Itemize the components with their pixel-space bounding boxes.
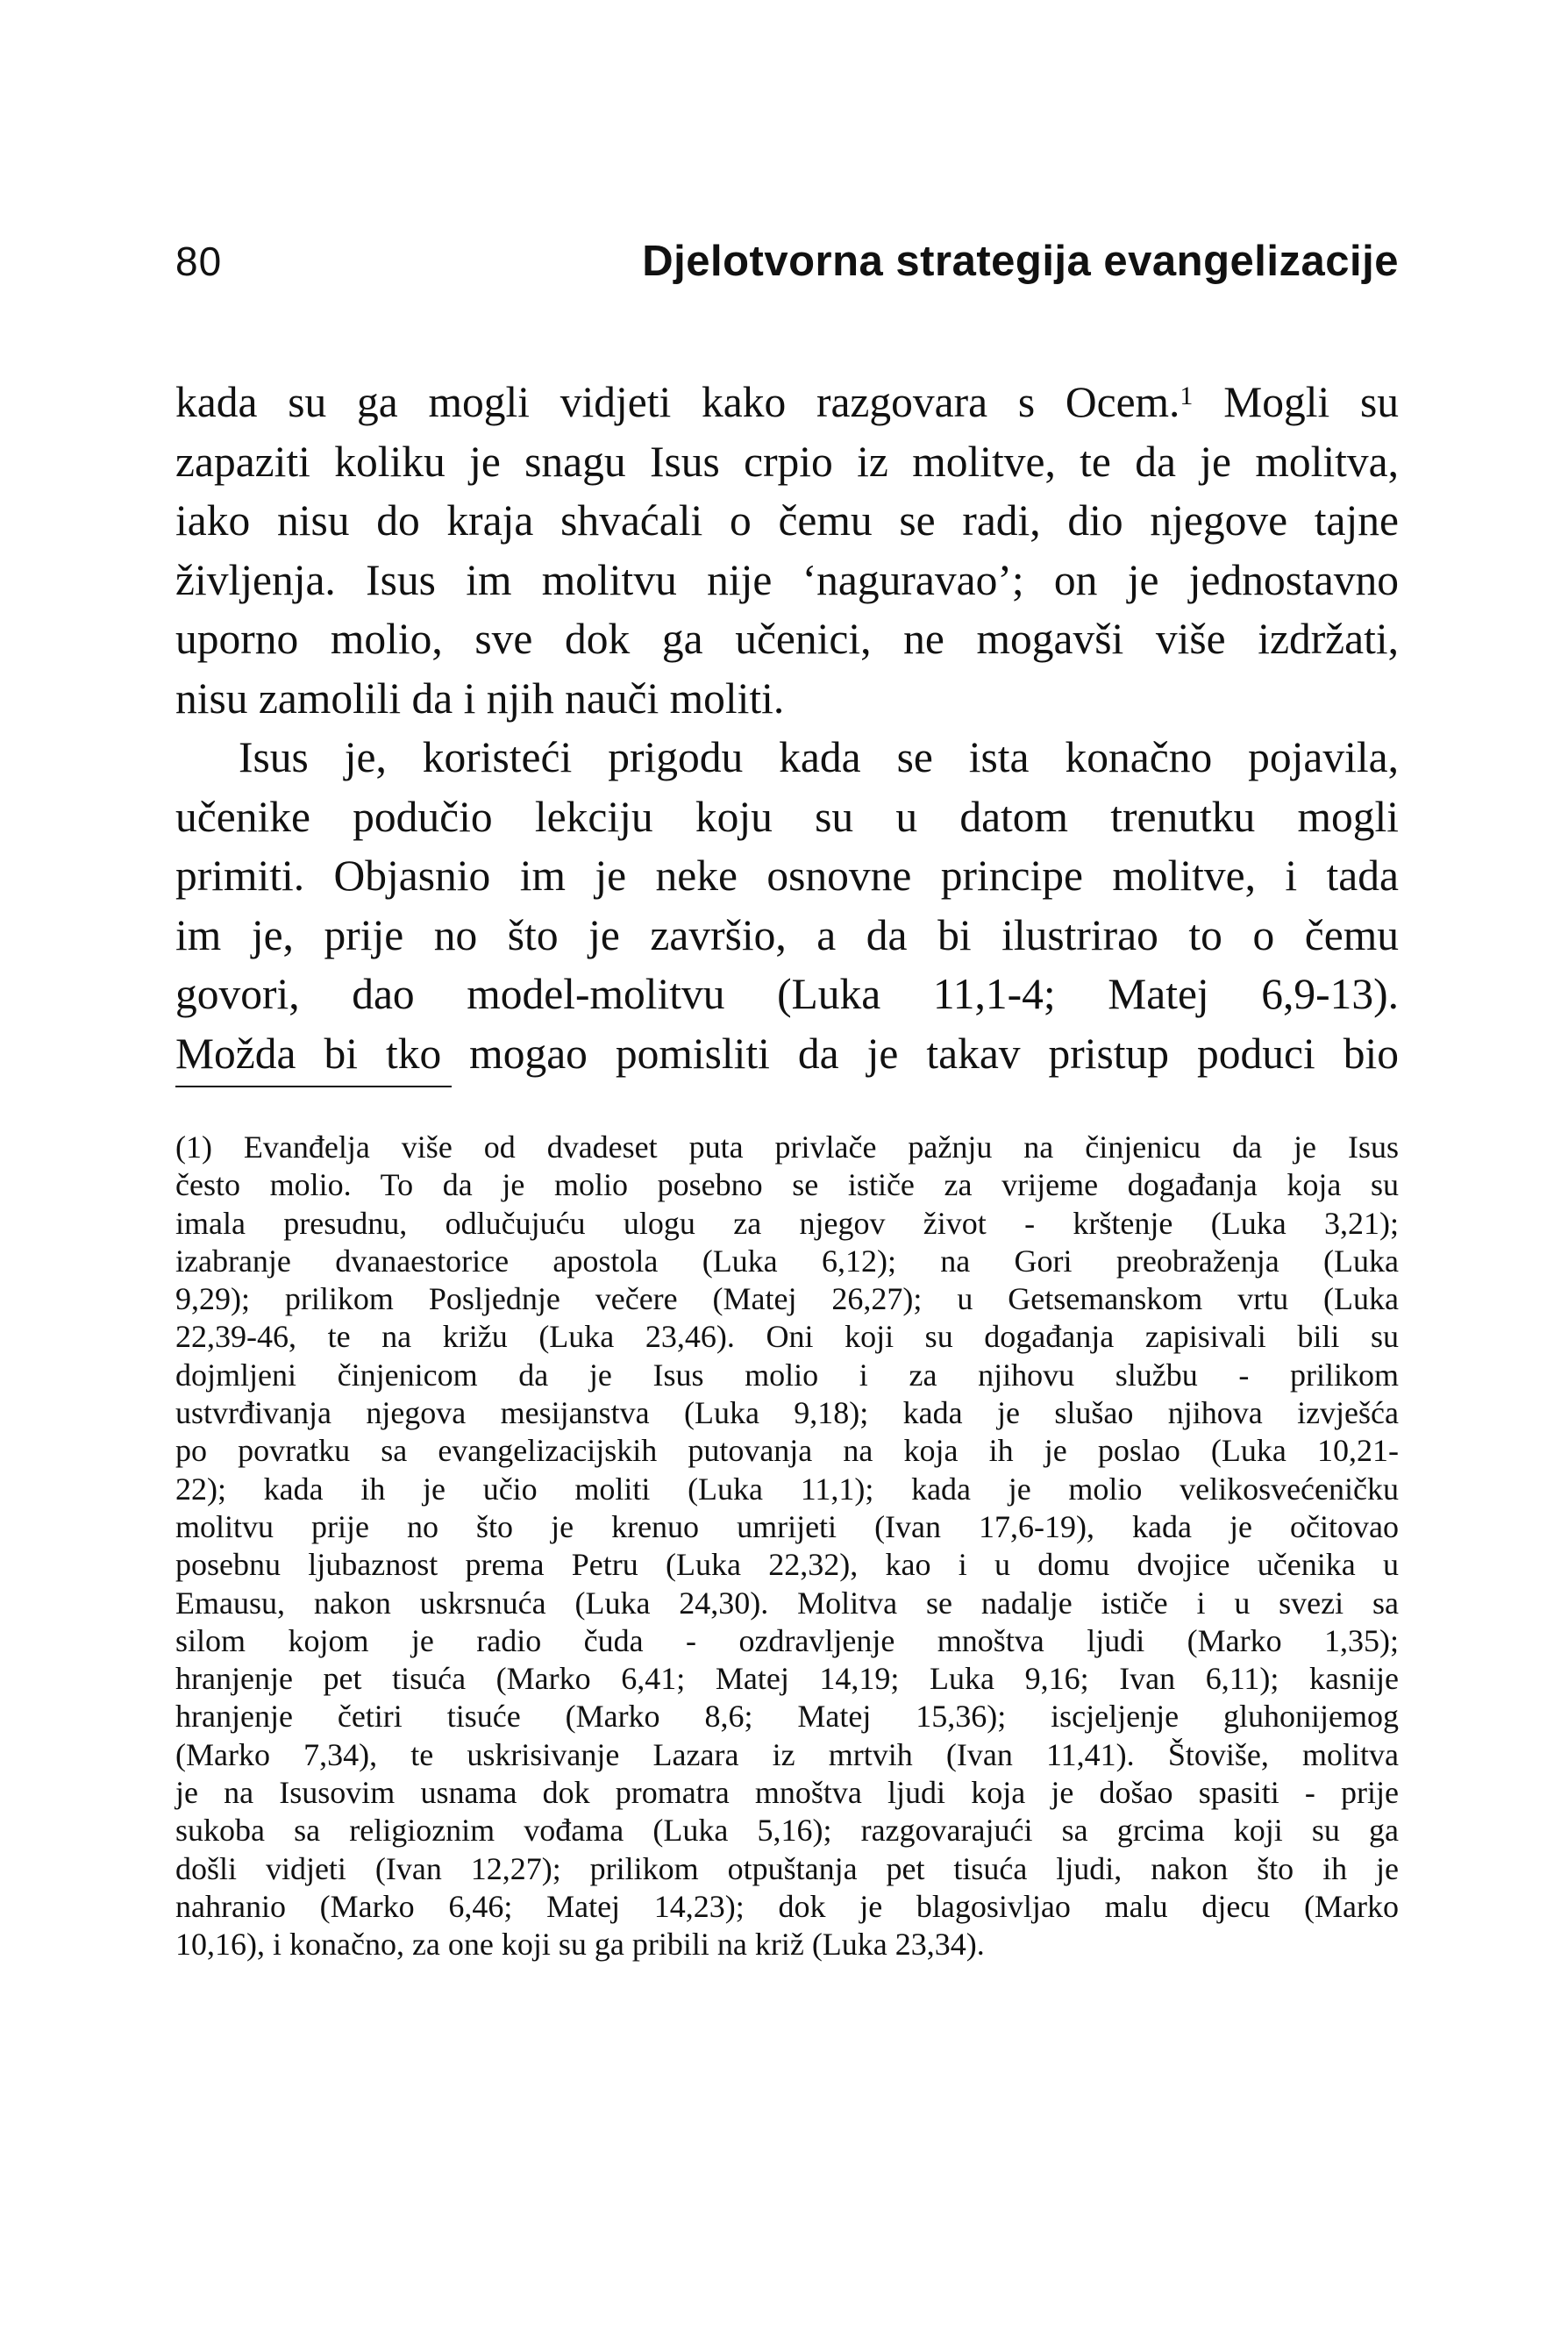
footnote-line: posebnu ljubaznost prema Petru (Luka 22,32), kao i u domu dvojice učenika u (175, 1547, 1399, 1583)
body-line: življenja. Isus im molitvu nije ‘naguravao’; on je jednostavno (175, 555, 1399, 604)
body-line: uporno molio, sve dok ga učenici, ne mogavši više izdržati, (175, 615, 1399, 663)
body-text (175, 373, 1399, 1083)
footnote-line: (1) Evanđelja više od dvadeset puta privlače pažnju na činjenicu da je Isus (175, 1129, 1399, 1165)
running-title: Djelotvorna strategija evangelizacije (642, 238, 1399, 285)
body-line: nisu zamolili da i njih nauči moliti. (175, 673, 785, 723)
footnote-line: silom kojom je radio čuda - ozdravljenje mnoštva ljudi (Marko 1,35); (175, 1622, 1399, 1658)
footnote-line: molitvu prije no što je krenuo umrijeti (Ivan 17,6-19), kada je očitovao (175, 1508, 1399, 1544)
footnote-reference: 1 (1180, 381, 1194, 410)
footnote (175, 1129, 1399, 1964)
footnote-line: nahranio (Marko 6,46; Matej 14,23); dok je blagosivljao malu djecu (Marko (175, 1888, 1399, 1924)
footnote-divider (175, 1086, 452, 1087)
page-number: 80 (175, 239, 223, 284)
body-line: iako nisu do kraja shvaćali o čemu se radi, dio njegove tajne (175, 496, 1399, 545)
body-line: učenike podučio lekciju koju su u datom trenutku mogli (175, 792, 1399, 841)
body-line: primiti. Objasnio im je neke osnovne principe molitve, i tada (175, 851, 1399, 900)
footnote-line: (Marko 7,34), te uskrisivanje Lazara iz mrtvih (Ivan 11,41). Štoviše, molitva (175, 1736, 1399, 1772)
footnote-line: 10,16), i konačno, za one koji su ga pribili na križ (Luka 23,34). (175, 1927, 985, 1963)
footnote-line: izabranje dvanaestorice apostola (Luka 6,12); na Gori preobraženja (Luka (175, 1243, 1399, 1279)
body-line: im je, prije no što je završio, a da bi ilustrirao to o čemu (175, 910, 1399, 959)
footnote-line: 9,29); prilikom Posljednje večere (Matej 26,27); u Getsemanskom vrtu (Luka (175, 1281, 1399, 1317)
footnote-line: Emausu, nakon uskrsnuća (Luka 24,30). Molitva se nadalje ističe i u svezi sa (175, 1585, 1399, 1621)
footnote-line: 22); kada ih je učio moliti (Luka 11,1); kada je molio velikosvećeničku (175, 1471, 1399, 1507)
footnote-line: došli vidjeti (Ivan 12,27); prilikom otpuštanja pet tisuća ljudi, nakon što ih je (175, 1850, 1399, 1886)
footnote-line: po povratku sa evangelizacijskih putovanja na koja ih je poslao (Luka 10,21- (175, 1433, 1399, 1469)
body-line: kada su ga mogli vidjeti kako razgovara s Ocem.$^1$ Mogli su (175, 378, 1399, 426)
footnote-line: imala presudnu, odlučujuću ulogu za njegov život - krštenje (Luka 3,21); (175, 1205, 1399, 1241)
footnote-line: dojmljeni činjenicom da je Isus molio i za njihovu službu - prilikom (175, 1357, 1399, 1393)
footnote-line: je na Isusovim usnama dok promatra mnoštva ljudi koja je došao spasiti - prije (175, 1775, 1399, 1811)
footnote-line: često molio. To da je molio posebno se ističe za vrijeme događanja koja su (175, 1167, 1399, 1203)
body-line: zapaziti koliku je snagu Isus crpio iz molitve, te da je molitva, (175, 437, 1399, 486)
footnote-line: hranjenje pet tisuća (Marko 6,41; Matej 14,19; Luka 9,16; Ivan 6,11); kasnije (175, 1661, 1399, 1697)
body-line: Isus je, koristeći prigodu kada se ista konačno pojavila, (239, 733, 1399, 781)
page-header (175, 235, 1399, 305)
footnote-line: hranjenje četiri tisuće (Marko 8,6; Matej 15,36); iscjeljenje gluhonijemog (175, 1699, 1399, 1735)
footnote-line: ustvrđivanja njegova mesijanstva (Luka 9,18); kada je slušao njihova izvješća (175, 1395, 1399, 1431)
footnote-line: 22,39-46, te na križu (Luka 23,46). Oni koji su događanja zapisivali bili su (175, 1319, 1399, 1355)
body-line: Možda bi tko mogao pomisliti da je takav pristup poduci bio (175, 1029, 1399, 1078)
body-line: govori, dao model-molitvu (Luka 11,1-4; Matej 6,9-13). (175, 970, 1399, 1018)
footnote-line: sukoba sa religioznim vođama (Luka 5,16); razgovarajući sa grcima koji su ga (175, 1813, 1399, 1849)
